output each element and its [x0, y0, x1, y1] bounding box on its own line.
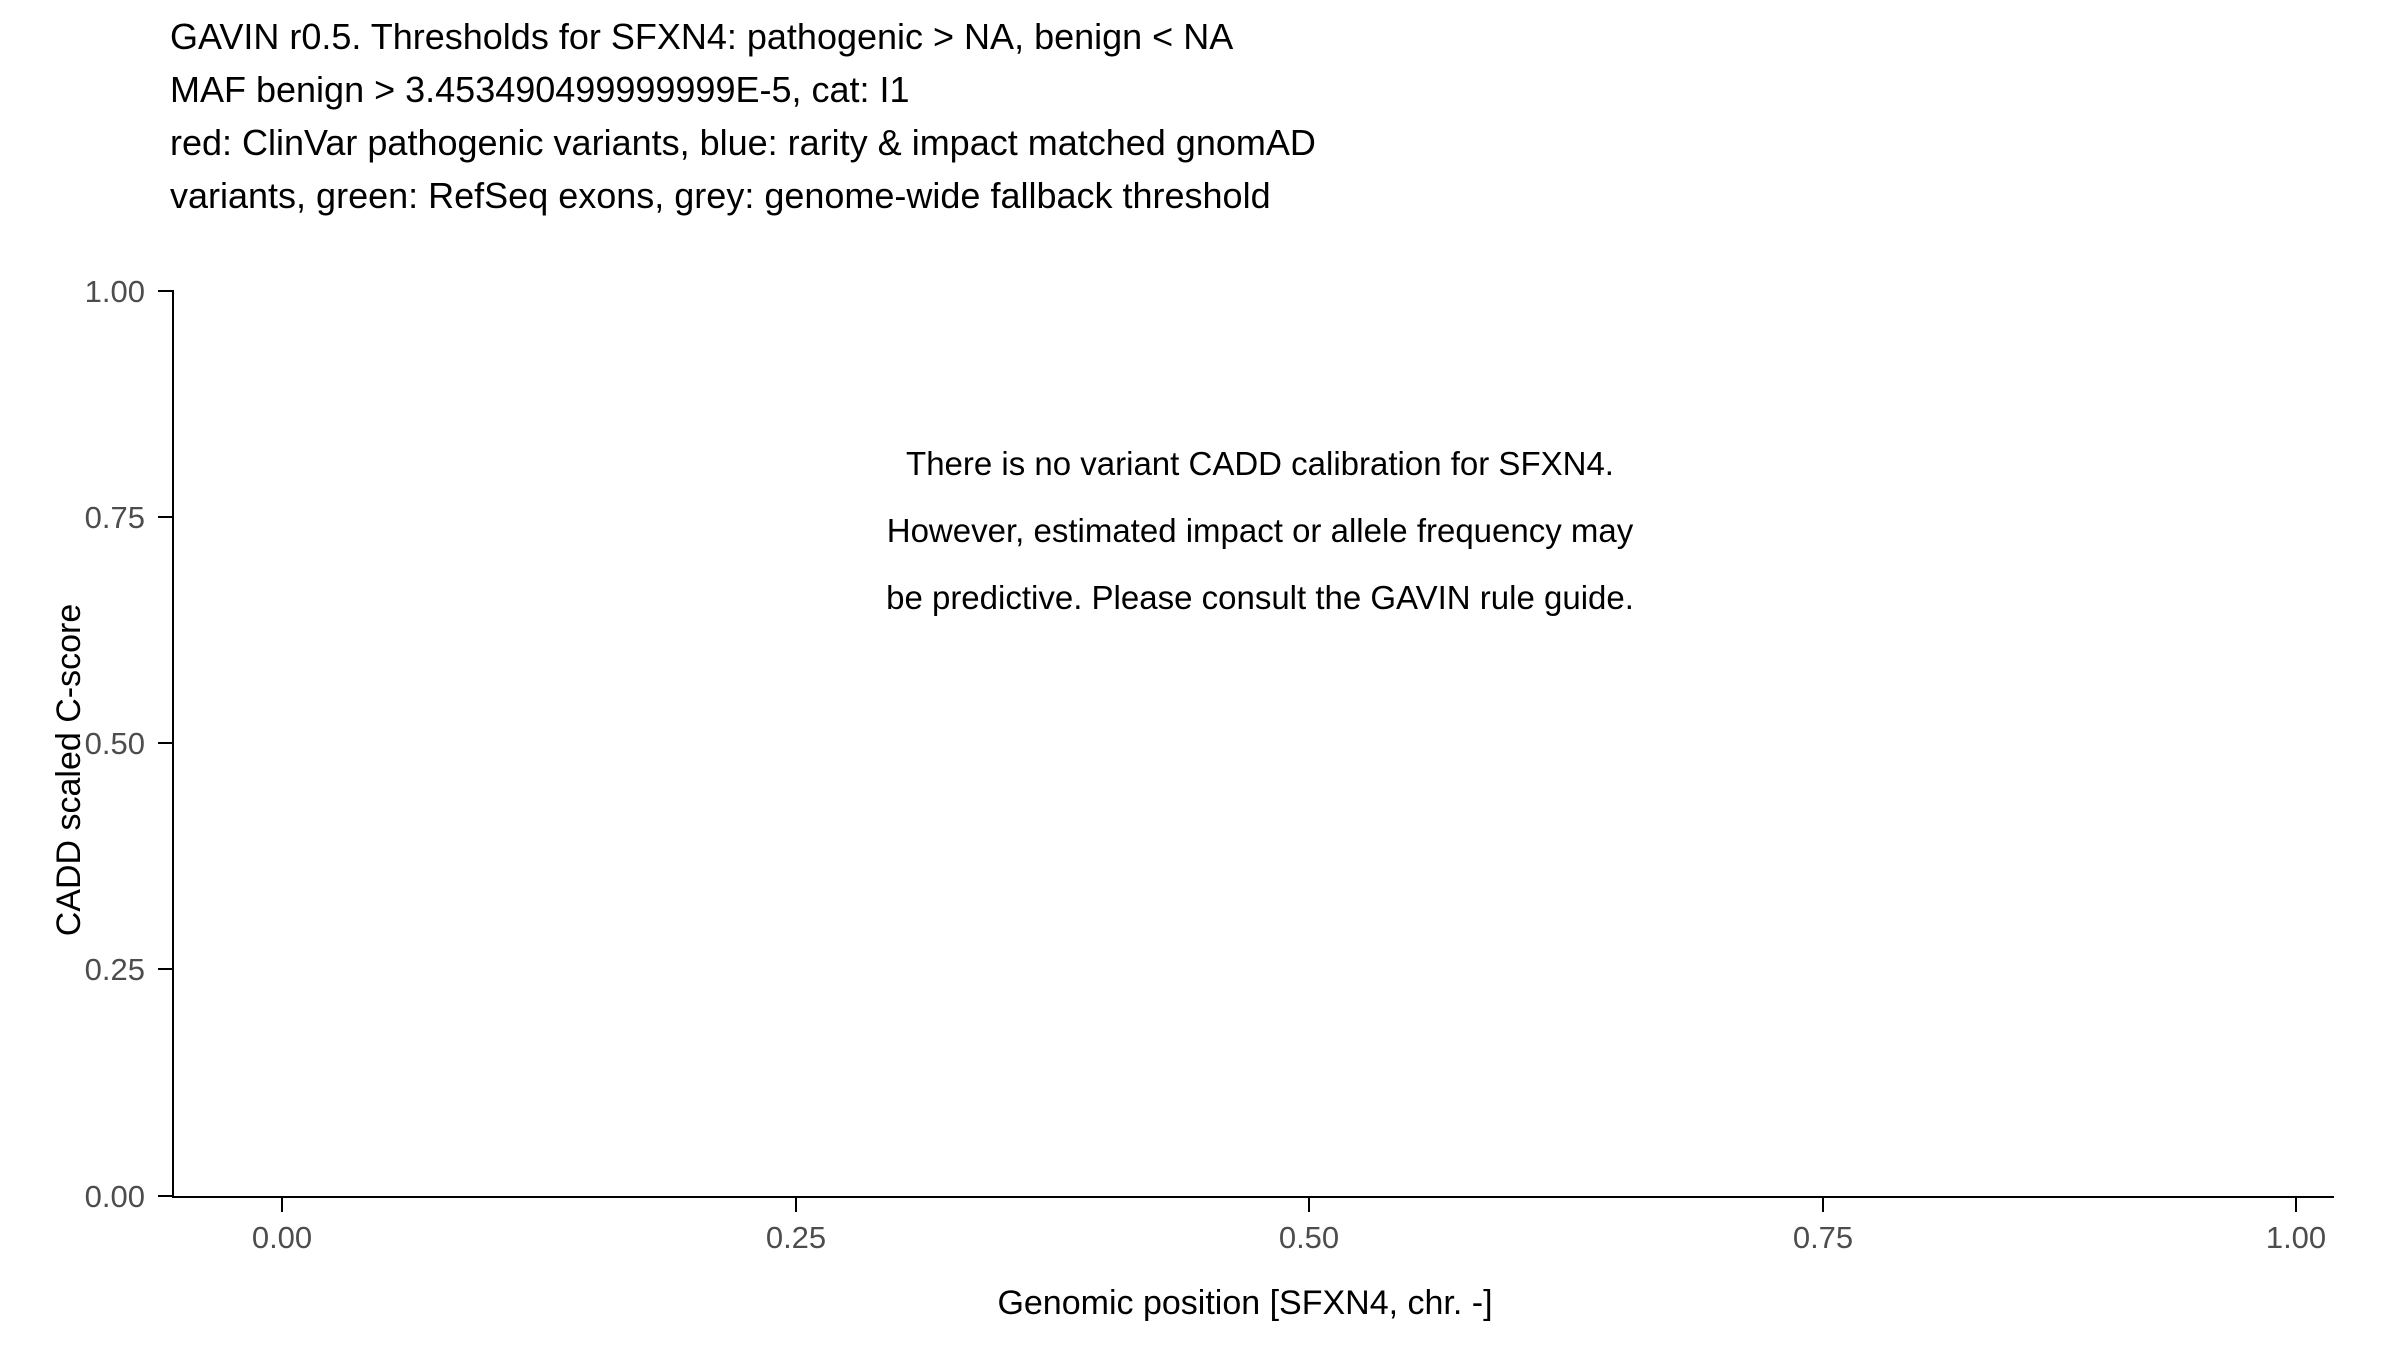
y-tick-3: [158, 516, 172, 518]
chart-title-line-1: GAVIN r0.5. Thresholds for SFXN4: pathogenic > NA, benign < NA: [170, 16, 1234, 57]
y-axis-line: [172, 290, 174, 1198]
y-ticklabel-3: 0.75: [84, 500, 145, 535]
y-tick-4: [158, 290, 172, 292]
x-ticklabel-0: 0.00: [251, 1220, 313, 1255]
y-ticklabel-2: 0.50: [84, 726, 145, 761]
plot-panel: [172, 290, 2330, 1185]
chart-title-line-4: variants, green: RefSeq exons, grey: genome-wide fallback threshold: [170, 175, 1271, 216]
x-ticklabel-3: 0.75: [1792, 1220, 1854, 1255]
plot-annotation-line-2: However, estimated impact or allele frequency may: [886, 512, 1634, 549]
plot-annotation-line-1: There is no variant CADD calibration for SFXN4.: [906, 445, 1614, 482]
x-tick-4: [2295, 1198, 2297, 1212]
y-tick-0: [158, 1195, 172, 1197]
x-ticklabel-1: 0.25: [765, 1220, 827, 1255]
x-axis-title: Genomic position [SFXN4, chr. -]: [997, 1284, 1493, 1322]
chart-title-line-2: MAF benign > 3.453490499999999E-5, cat: I1: [170, 69, 910, 110]
plot-annotation-line-3: be predictive. Please consult the GAVIN rule guide.: [886, 579, 1634, 616]
y-ticklabel-1: 0.25: [84, 952, 145, 987]
x-tick-3: [1822, 1198, 1824, 1212]
x-ticklabel-4: 1.00: [2265, 1220, 2327, 1255]
y-tick-2: [158, 742, 172, 744]
y-ticklabel-4: 1.00: [84, 274, 145, 309]
plot-annotation: [620, 430, 1900, 631]
x-tick-0: [281, 1198, 283, 1212]
x-axis-line: [172, 1196, 2334, 1198]
y-ticklabel-0: 0.00: [84, 1179, 145, 1214]
y-tick-1: [158, 968, 172, 970]
chart-title: [170, 10, 2270, 222]
chart-title-line-3: red: ClinVar pathogenic variants, blue: rarity & impact matched gnomAD: [170, 122, 1316, 163]
x-ticklabel-2: 0.50: [1278, 1220, 1340, 1255]
y-axis-title: CADD scaled C-score: [50, 603, 88, 937]
x-tick-2: [1308, 1198, 1310, 1212]
x-tick-1: [795, 1198, 797, 1212]
